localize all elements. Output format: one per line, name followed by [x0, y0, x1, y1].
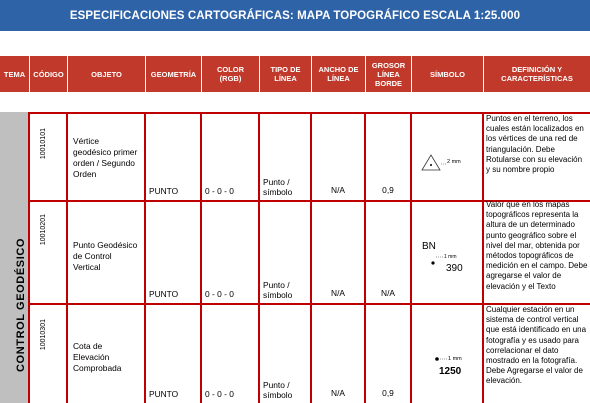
header-geometria: GEOMETRÍA	[146, 56, 202, 92]
ancho-linea-value: N/A	[331, 288, 345, 298]
header-tema: TEMA	[0, 56, 30, 92]
spot-elevation-dot-icon	[412, 305, 484, 403]
symbol-dimension: 1 mm	[444, 254, 457, 260]
header-color: COLOR (RGB)	[202, 56, 260, 92]
benchmark-dot-icon	[412, 200, 484, 305]
ancho-linea-cell	[312, 114, 366, 202]
tipo-linea-value: Punto / símbolo	[263, 177, 293, 197]
objeto-cell	[68, 305, 146, 403]
ancho-linea-cell	[312, 200, 366, 305]
symbol-label: BN	[422, 241, 436, 252]
color-value: 0 - 0 - 0	[205, 389, 234, 399]
simbolo-cell	[412, 114, 484, 202]
ancho-linea-value: N/A	[331, 388, 345, 398]
color-value: 0 - 0 - 0	[205, 186, 234, 196]
objeto-cell	[68, 114, 146, 202]
tipo-linea-cell	[260, 114, 312, 202]
definicion-cell	[484, 114, 590, 202]
tema-label: CONTROL GEODÉSICO	[15, 237, 27, 372]
header-codigo: CÓDIGO	[30, 56, 68, 92]
objeto-value: Punto Geodésico de Control Vertical	[73, 240, 138, 272]
grosor-value: 0,9	[382, 388, 394, 398]
spacer-row	[0, 92, 590, 113]
definicion-value: Valor que en los mapas topográficos representa la altura de un determinado punto geográfico sobre el nivel del mar, obtenida por métodos topográficos de medición en el campo. Debe agregarse el valor de elevación y el Texto	[486, 200, 588, 291]
ancho-linea-cell	[312, 305, 366, 403]
table-row	[30, 305, 590, 403]
codigo-value: 10010201	[40, 214, 47, 246]
grosor-value: 0,9	[382, 185, 394, 195]
color-value: 0 - 0 - 0	[205, 289, 234, 299]
header-simbolo: SÍMBOLO	[412, 56, 484, 92]
simbolo-cell	[412, 305, 484, 403]
header-grosor-linea: GROSOR LÍNEA BORDE	[366, 56, 412, 92]
grosor-cell	[366, 305, 412, 403]
symbol-value: 390	[446, 263, 463, 274]
header-objeto: OBJETO	[68, 56, 146, 92]
symbol-dimension: 1 mm	[448, 356, 462, 362]
codigo-value: 10010301	[40, 319, 47, 351]
grosor-cell	[366, 114, 412, 202]
definicion-cell	[484, 305, 590, 403]
geometria-value: PUNTO	[149, 389, 179, 399]
objeto-value: Cota de Elevación Comprobada	[73, 341, 122, 373]
header-ancho-linea: ANCHO DE LÍNEA	[312, 56, 366, 92]
codigo-value: 10010101	[40, 128, 47, 160]
ancho-linea-value: N/A	[331, 185, 345, 195]
tipo-linea-cell	[260, 200, 312, 305]
color-cell	[202, 305, 260, 403]
codigo-cell	[30, 305, 68, 403]
codigo-cell	[30, 114, 68, 202]
header-tipo-linea: TIPO DE LÍNEA	[260, 56, 312, 92]
color-cell	[202, 114, 260, 202]
table-row	[30, 112, 590, 202]
simbolo-cell	[412, 200, 484, 305]
geometria-value: PUNTO	[149, 289, 179, 299]
definicion-value: Puntos en el terreno, los cuales están localizados en los vértices de una red de triangulación. Debe Rotularse con su elevación y su nombre propio	[486, 114, 584, 175]
geometria-cell	[146, 200, 202, 305]
header-definicion: DEFINICIÓN Y CARACTERÍSTICAS	[484, 56, 590, 92]
grosor-cell	[366, 200, 412, 305]
color-cell	[202, 200, 260, 305]
grosor-value: N/A	[381, 288, 395, 298]
tipo-linea-value: Punto / símbolo	[263, 380, 293, 400]
spacer-row	[0, 31, 590, 57]
geometria-cell	[146, 305, 202, 403]
page-title: ESPECIFICACIONES CARTOGRÁFICAS: MAPA TOPOGRÁFICO ESCALA 1:25.000	[0, 0, 590, 31]
tipo-linea-cell	[260, 305, 312, 403]
symbol-dimension: 2 mm	[447, 159, 461, 165]
objeto-cell	[68, 200, 146, 305]
table-row	[30, 200, 590, 305]
objeto-value: Vértice geodésico primer orden / Segundo Orden	[73, 136, 138, 179]
definicion-cell	[484, 200, 590, 305]
codigo-cell	[30, 200, 68, 305]
geometria-cell	[146, 114, 202, 202]
definicion-value: Cualquier estación en un sistema de control vertical que está identificado en una fotografía y es usado para correlacionar el dato mostrado en la fotografía. Debe Agregarse el valor de elevación.	[486, 305, 587, 386]
geometria-value: PUNTO	[149, 186, 179, 196]
tema-cell	[0, 112, 30, 403]
triangle-dot-icon	[412, 114, 484, 202]
tipo-linea-value: Punto / símbolo	[263, 280, 293, 300]
symbol-value: 1250	[439, 366, 462, 377]
